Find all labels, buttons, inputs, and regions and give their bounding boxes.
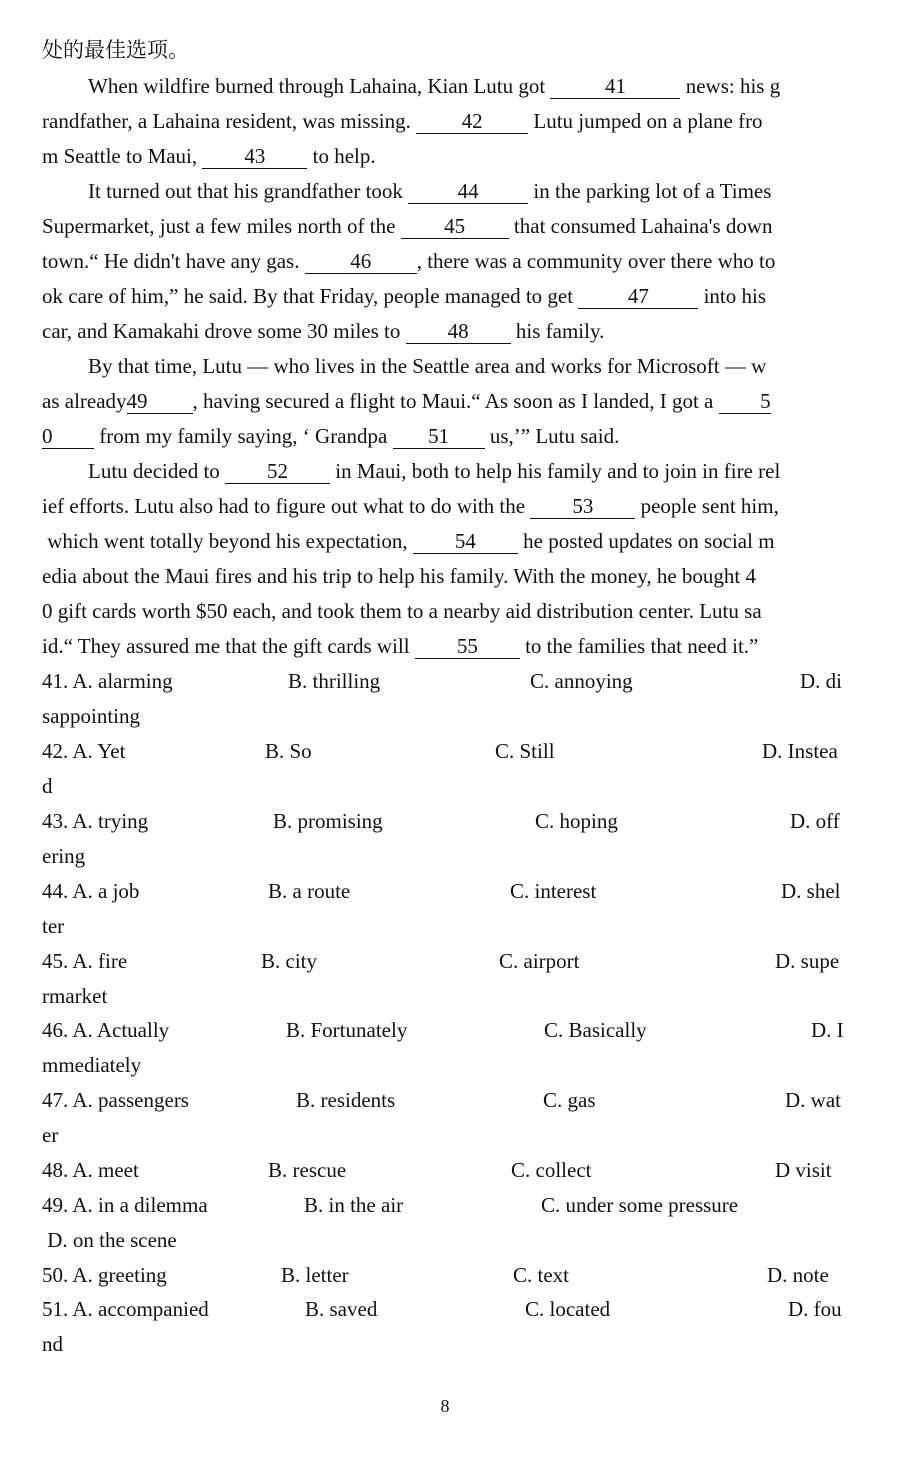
option-b[interactable]: B. letter	[281, 1263, 349, 1287]
option-b[interactable]: B. promising	[273, 809, 383, 833]
blank-55: 55	[415, 634, 520, 659]
option-d[interactable]: D. note	[767, 1263, 829, 1287]
option-d[interactable]: D. supe	[775, 949, 840, 973]
option-d[interactable]: D. wat	[785, 1088, 841, 1112]
option-a[interactable]: 48. A. meet	[42, 1158, 139, 1182]
blank-51: 51	[393, 424, 485, 449]
option-d-wrap: ter	[42, 914, 65, 938]
option-d[interactable]: D. Instea	[762, 739, 838, 763]
option-c[interactable]: C. interest	[510, 879, 597, 903]
blank-49: 49	[127, 389, 193, 414]
page-number: 8	[440, 1396, 450, 1416]
blank-47: 47	[578, 284, 698, 309]
option-b[interactable]: B. saved	[305, 1297, 378, 1321]
option-d[interactable]: D. shel	[781, 879, 841, 903]
passage-line: It turned out that his grandfather took 44 in the parking lot of a Times	[88, 179, 772, 203]
option-c[interactable]: C. hoping	[535, 809, 618, 833]
option-c[interactable]: C. Still	[495, 739, 555, 763]
option-d-wrap: rmarket	[42, 984, 108, 1008]
passage-line: 0 from my family saying, ‘ Grandpa 51 us,’” Lutu said.	[42, 424, 620, 448]
option-b[interactable]: B. city	[261, 949, 317, 973]
blank-41: 41	[550, 74, 680, 99]
option-d[interactable]: D. off	[790, 809, 840, 833]
passage-line: town.“ He didn't have any gas. 46 , there was a community over there who to	[42, 249, 776, 273]
option-c[interactable]: C. Basically	[544, 1018, 647, 1042]
option-d[interactable]: D visit	[775, 1158, 832, 1182]
passage-line: as already49 , having secured a flight to Maui.“ As soon as I landed, I got a 5	[42, 389, 771, 413]
option-d-wrap: nd	[42, 1332, 63, 1356]
blank-45: 45	[401, 214, 509, 239]
option-c[interactable]: C. located	[525, 1297, 611, 1321]
blank-54: 54	[413, 529, 518, 554]
option-d[interactable]: D. on the scene	[42, 1228, 177, 1252]
option-b[interactable]: B. thrilling	[288, 669, 381, 693]
blank-53: 53	[530, 494, 635, 519]
option-a[interactable]: 50. A. greeting	[42, 1263, 167, 1287]
passage-line: Supermarket, just a few miles north of the 45 that consumed Lahaina's down	[42, 214, 773, 238]
passage-line: 0 gift cards worth $50 each, and took them to a nearby aid distribution center. Lutu sa	[42, 599, 762, 623]
option-b[interactable]: B. rescue	[268, 1158, 347, 1182]
option-d-wrap: d	[42, 774, 53, 798]
option-c[interactable]: C. airport	[499, 949, 580, 973]
blank-52: 52	[225, 459, 330, 484]
passage-line: When wildfire burned through Lahaina, Kian Lutu got 41 news: his g	[88, 74, 781, 98]
blank-48: 48	[406, 319, 511, 344]
option-d-wrap: sappointing	[42, 704, 140, 728]
blank-42: 42	[416, 109, 528, 134]
passage-line: ief efforts. Lutu also had to figure out what to do with the 53 people sent him,	[42, 494, 779, 518]
option-a[interactable]: 41. A. alarming	[42, 669, 173, 693]
option-b[interactable]: B. Fortunately	[286, 1018, 408, 1042]
option-c[interactable]: C. under some pressure	[541, 1193, 739, 1217]
option-d[interactable]: D. di	[800, 669, 842, 693]
blank-50-part-1: 5	[719, 389, 771, 414]
blank-50-part-2: 0	[42, 424, 94, 449]
option-c[interactable]: C. annoying	[530, 669, 633, 693]
passage-line: which went totally beyond his expectation, 54 he posted updates on social m	[42, 529, 775, 553]
option-d-wrap: mmediately	[42, 1053, 142, 1077]
section-instruction: 处的最佳选项。	[42, 38, 189, 62]
passage-line: randfather, a Lahaina resident, was missing. 42 Lutu jumped on a plane fro	[42, 109, 763, 133]
passage-line: car, and Kamakahi drove some 30 miles to 48 his family.	[42, 319, 605, 343]
blank-43: 43	[202, 144, 307, 169]
option-d-wrap: er	[42, 1123, 59, 1147]
option-a[interactable]: 44. A. a job	[42, 879, 140, 903]
option-d[interactable]: D. fou	[788, 1297, 842, 1321]
option-a[interactable]: 42. A. Yet	[42, 739, 126, 763]
passage-line: By that time, Lutu — who lives in the Seattle area and works for Microsoft — w	[88, 354, 767, 378]
option-a[interactable]: 51. A. accompanied	[42, 1297, 209, 1321]
blank-46: 46	[305, 249, 417, 274]
option-a[interactable]: 46. A. Actually	[42, 1018, 170, 1042]
option-c[interactable]: C. collect	[511, 1158, 592, 1182]
passage-line: edia about the Maui fires and his trip to help his family. With the money, he bought 4	[42, 564, 756, 588]
option-d[interactable]: D. I	[811, 1018, 844, 1042]
option-b[interactable]: B. in the air	[304, 1193, 404, 1217]
option-a[interactable]: 47. A. passengers	[42, 1088, 189, 1112]
option-d-wrap: ering	[42, 844, 86, 868]
option-c[interactable]: C. gas	[543, 1088, 596, 1112]
passage-line: ok care of him,” he said. By that Friday, people managed to get 47 into his	[42, 284, 766, 308]
option-a[interactable]: 45. A. fire	[42, 949, 128, 973]
option-c[interactable]: C. text	[513, 1263, 569, 1287]
option-a[interactable]: 43. A. trying	[42, 809, 149, 833]
option-b[interactable]: B. a route	[268, 879, 351, 903]
passage-line: id.“ They assured me that the gift cards will 55 to the families that need it.”	[42, 634, 759, 658]
option-b[interactable]: B. So	[265, 739, 312, 763]
option-a[interactable]: 49. A. in a dilemma	[42, 1193, 208, 1217]
passage-line: m Seattle to Maui, 43 to help.	[42, 144, 376, 168]
passage-line: Lutu decided to 52 in Maui, both to help his family and to join in fire rel	[88, 459, 781, 483]
option-b[interactable]: B. residents	[296, 1088, 396, 1112]
blank-44: 44	[408, 179, 528, 204]
